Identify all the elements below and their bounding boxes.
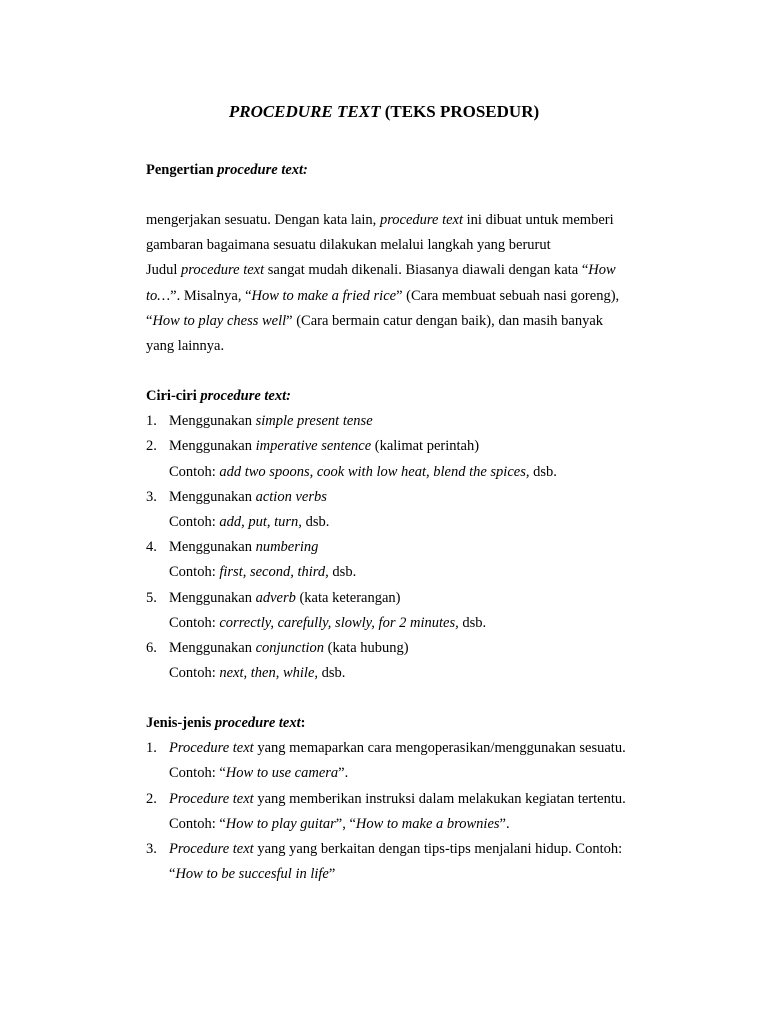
list-item-example: Contoh: add, put, turn, dsb.	[169, 513, 330, 530]
definition-line: to…”. Misalnya, “How to make a fried rice” (Cara membuat sebuah nasi goreng),	[146, 287, 620, 304]
definition-line: “How to play chess well” (Cara bermain catur dengan baik), dan masih banyak	[146, 312, 604, 329]
page-title	[0, 102, 768, 122]
types-heading: Jenis-jenis procedure text:	[146, 715, 306, 731]
list-item: 3. Procedure text yang yang berkaitan dengan tips-tips menjalani hidup. Contoh:	[146, 840, 623, 857]
characteristics-section	[146, 384, 666, 686]
definition-heading-italic: procedure text:	[217, 162, 308, 178]
list-item-example: Contoh: add two spoons, cook with low heat, blend the spices, dsb.	[169, 463, 557, 480]
definition-heading	[146, 158, 666, 183]
list-item: 2. Procedure text yang memberikan instruksi dalam melakukan kegiatan tertentu.	[146, 790, 626, 807]
definition-line: Judul procedure text sangat mudah dikenali. Biasanya diawali dengan kata “How	[146, 262, 616, 279]
types-section	[146, 711, 666, 887]
definition-body	[146, 208, 666, 359]
list-item: 3. Menggunakan action verbs	[146, 488, 327, 505]
title-italic: PROCEDURE TEXT	[228, 102, 381, 121]
definition-line: mengerjakan sesuatu. Dengan kata lain, procedure text ini dibuat untuk memberi	[146, 212, 614, 228]
characteristics-heading: Ciri-ciri procedure text:	[146, 388, 291, 404]
list-item: 6. Menggunakan conjunction (kata hubung)	[146, 639, 409, 656]
list-item-example: Contoh: first, second, third, dsb.	[169, 564, 357, 581]
list-item: 2. Menggunakan imperative sentence (kalimat perintah)	[146, 438, 480, 455]
list-item-example: Contoh: correctly, carefully, slowly, for 2 minutes, dsb.	[169, 614, 487, 631]
list-item: 5. Menggunakan adverb (kata keterangan)	[146, 589, 401, 606]
definition-line: gambaran bagaimana sesuatu dilakukan melalui langkah yang berurut	[146, 237, 551, 254]
list-item: 1. Menggunakan simple present tense	[146, 413, 373, 430]
list-item-example: “How to be succesful in life”	[169, 866, 336, 883]
list-item: 4. Menggunakan numbering	[146, 539, 319, 556]
list-item-example: Contoh: next, then, while, dsb.	[169, 665, 346, 682]
definition-line: yang lainnya.	[146, 337, 225, 354]
list-item-example: Contoh: “How to play guitar”, “How to make a brownies”.	[169, 815, 510, 832]
title-rest: (TEKS PROSEDUR)	[380, 102, 540, 121]
list-item-example: Contoh: “How to use camera”.	[169, 765, 349, 782]
list-item: 1. Procedure text yang memaparkan cara mengoperasikan/menggunakan sesuatu.	[146, 740, 626, 757]
definition-heading-plain: Pengertian	[146, 162, 218, 178]
